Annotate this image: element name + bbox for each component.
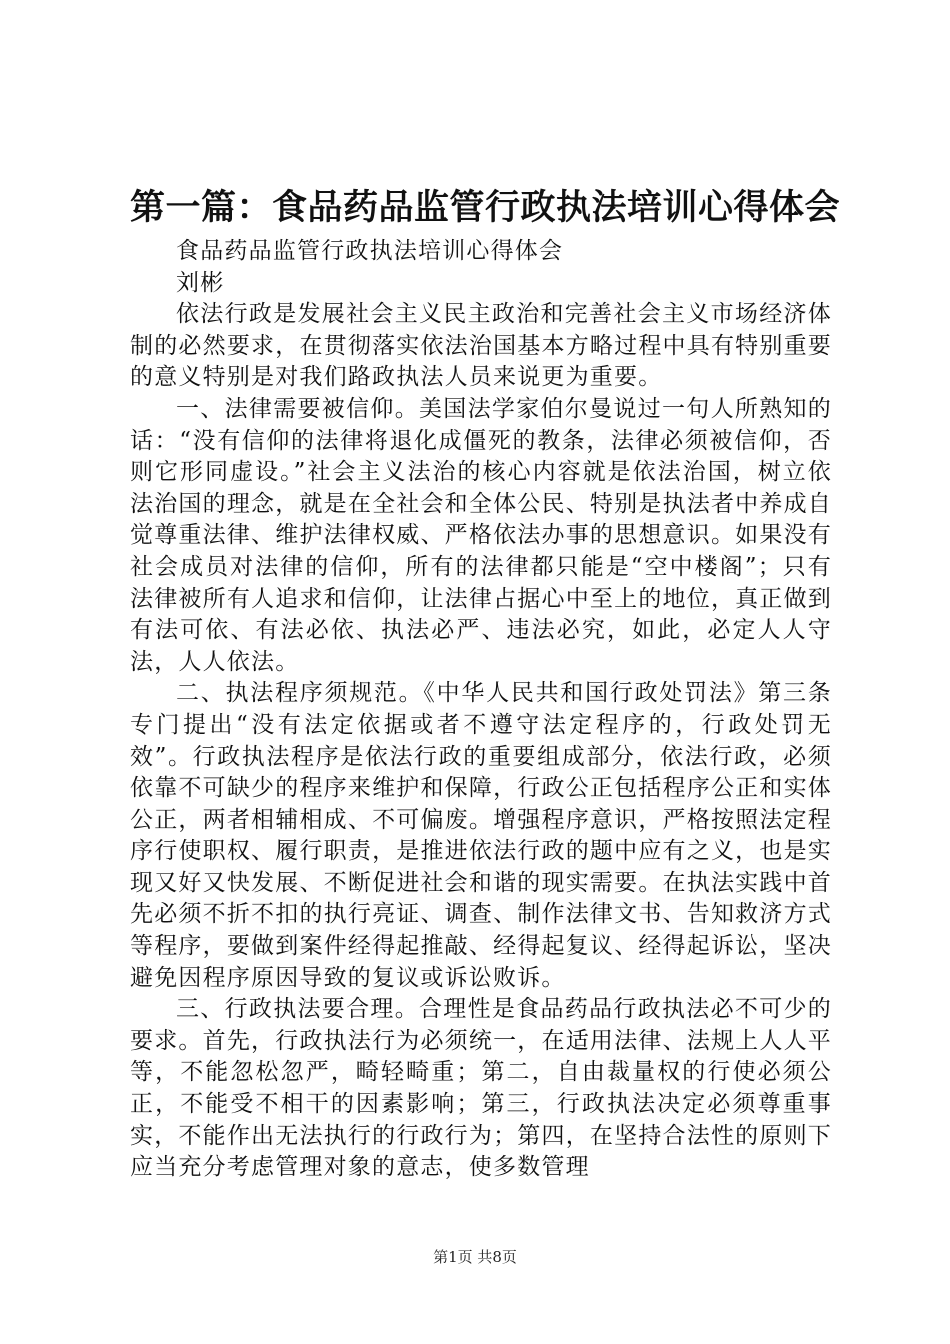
paragraph: 一、法律需要被信仰。美国法学家伯尔曼说过一句人所熟知的话：“没有信仰的法律将退化成僵死的教条，法律必须被信仰，否则它形同虚设。”社会主义法治的核心内容就是依法治国，树立依法治国的理念，就是在全社会和全体公民、特别是执法者中养成自觉尊重法律、维护法律权威、严格依法办事的思想意识。如果没有社会成员对法律的信仰，所有的法律都只能是“空中楼阁”；只有法律被所有人追求和信仰，让法律占据心中至上的地位，真正做到有法可依、有法必依、执法必严、违法必究，如此，必定人人守法，人人依法。	[130, 395, 832, 675]
paragraph: 三、行政执法要合理。合理性是食品药品行政执法必不可少的要求。首先，行政执法行为必须统一，在适用法律、法规上人人平等，不能忽松忽严，畸轻畸重；第二，自由裁量权的行使必须公正，不能受不相干的因素影响；第三，行政执法决定必须尊重事实，不能作出无法执行的行政行为；第四，在坚持合法性的原则下应当充分考虑管理对象的意志，使多数管理	[130, 996, 832, 1181]
document-title: 第一篇：食品药品监管行政执法培训心得体会	[130, 188, 841, 228]
paragraph: 依法行政是发展社会主义民主政治和完善社会主义市场经济体制的必然要求，在贯彻落实依法治国基本方略过程中具有特别重要的意义特别是对我们路政执法人员来说更为重要。	[130, 301, 832, 391]
page-number: 第1页 共8页	[433, 1248, 517, 1266]
subtitle: 食品药品监管行政执法培训心得体会	[176, 238, 564, 264]
document-body	[130, 236, 832, 1184]
author: 刘彬	[176, 269, 225, 296]
paragraph: 二、执法程序须规范。《中华人民共和国行政处罚法》第三条专门提出“没有法定依据或者不遵守法定程序的，行政处罚无效”。行政执法程序是依法行政的重要组成部分，依法行政，必须依靠不可缺少的程序来维护和保障，行政公正包括程序公正和实体公正，两者相辅相成、不可偏废。增强程序意识，严格按照法定程序行使职权、履行职责，是推进依法行政的题中应有之义，也是实现又好又快发展、不断促进社会和谐的现实需要。在执法实践中首先必须不折不扣的执行亮证、调查、制作法律文书、告知救济方式等程序，要做到案件经得起推敲、经得起复议、经得起诉讼，坚决避免因程序原因导致的复议或诉讼败诉。	[130, 680, 832, 991]
